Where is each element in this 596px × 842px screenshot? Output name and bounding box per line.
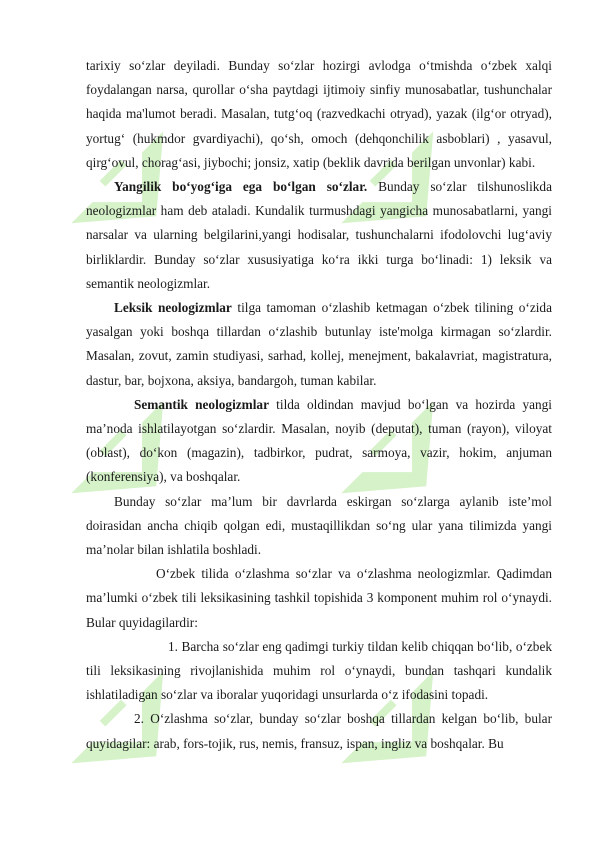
paragraph-neologisms	[86, 175, 552, 296]
list-item-1: 1. Barcha so‘zlar eng qadimgi turkiy tildan kelib chiqqan bo‘lib, o‘zbek tili leksikasining rivojlanishida muhim rol o‘ynaydi, bundan tashqari kundalik ishlatiladigan so‘zlar va iboralar yuqoridagi unsurlarda o‘z ifodasini topadi.	[86, 638, 552, 703]
list-item-2: 2. O‘zlashma so‘zlar, bunday so‘zlar boshqa tillardan kelgan bo‘lib, bular quyidagilar: arab, fors-tojik, rus, nemis, fransuz, ispan, ingliz va boshqalar. Bu	[86, 711, 552, 751]
paragraph-lexical-neologisms	[86, 296, 552, 393]
term-semantic-neologisms: Semantik neologizmlar	[134, 396, 269, 412]
paragraph-archaic-words: tarixiy so‘zlar deyiladi. Bunday so‘zlar hozirgi avlodga o‘tmishda o‘zbek xalqi foydalangan narsa, qurollar o‘sha paytdagi ijtimoiy sinfiy munosabatlar, tushunchalar haqida ma'lumot beradi. Masalan, tutg‘oq (razvedkachi otryad), yazak (ilg‘or otryad), yortug‘ (hukmdor gvardiyachi), qo‘sh, omoch (dehqonchilik asboblari) , yasavul, qirg‘ovul, chorag‘asi, jiybochi; jonsiz, xatip (beklik davrida berilgan unvonlar) kabi.	[86, 58, 552, 170]
paragraph-borrowed-words: O‘zbek tilida o‘zlashma so‘zlar va o‘zlashma neologizmlar. Qadimdan ma’lumki o‘zbek tili leksikasining tashkil topishida 3 komponent muhim rol o‘ynaydi. Bular quyidagilardir:	[86, 566, 552, 630]
paragraph-semantic-body: tilda oldindan mavjud bo‘lgan va hozirda yangi ma’noda ishlatilayotgan so‘zlardir. Masalan, noyib (deputat), tuman (rayon), viloyat (oblast), do‘kon (magazin), tadbirkor, pudrat, sarmoya, vazir, hokim, anjuman (konferensiya), va boshqalar.	[86, 396, 552, 485]
paragraph-semantic-neologisms	[86, 393, 552, 490]
paragraph-neologisms-body: Bunday so‘zlar tilshunoslikda neologizmlar ham deb ataladi. Kundalik turmushdagi yangicha munosabatlarni, yangi narsalar va ularning belgilarini,yangi hodisalar, tushunchalarni ifodolovchi lug‘aviy birliklardir. Bunday so‘zlar xususiyatiga ko‘ra ikki turga bo‘linadi: 1) leksik va semantik neologizmlar.	[86, 179, 552, 291]
term-lexical-neologisms: Leksik neologizmlar	[114, 300, 232, 316]
paragraph-revived-words: Bunday so‘zlar ma’lum bir davrlarda eskirgan so‘zlarga aylanib iste’mol doirasidan ancha chiqib qolgan edi, mustaqillikdan so‘ng ular yana tilimizda yangi ma’nolar bilan ishlatila boshladi.	[86, 493, 552, 558]
document-page	[86, 54, 552, 756]
paragraph-lexical-body: tilga tamoman o‘zlashib ketmagan o‘zbek tilining o‘zida yasalgan yoki boshqa tillardan o‘zlashib butunlay iste'molga kirmagan so‘zlardir. Masalan, zovut, zamin studiyasi, sarhad, kollej, menejment, bakalavriat, magistratura, dastur, bar, bojxona, aksiya, bandargoh, tuman kabilar.	[86, 300, 552, 388]
heading-neologisms: Yangilik bo‘yog‘iga ega bo‘lgan so‘zlar.	[114, 179, 368, 195]
